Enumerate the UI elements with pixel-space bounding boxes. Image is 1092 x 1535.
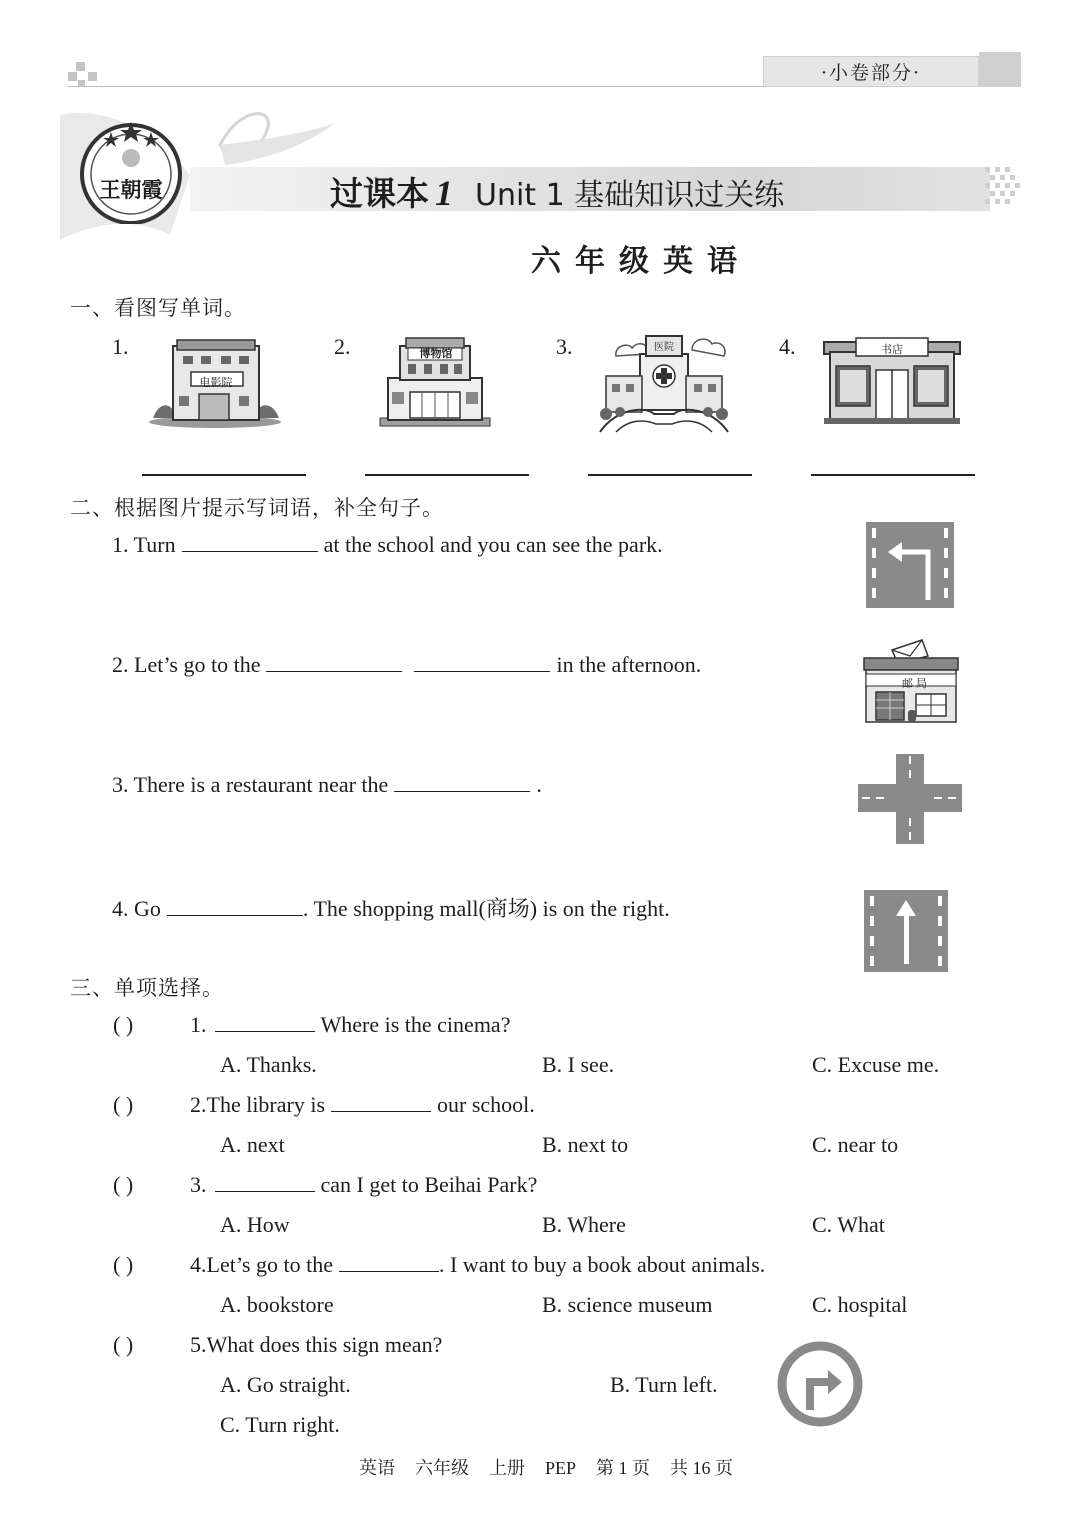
part1-item-number: 3. xyxy=(556,334,573,359)
part1-item-number: 4. xyxy=(779,334,796,359)
part1-item-number: 1. xyxy=(112,334,129,359)
logo-seal xyxy=(78,118,184,224)
part2-question-4 xyxy=(112,892,670,923)
crossing-sign-icon xyxy=(858,754,962,844)
option-b: B. next to xyxy=(542,1132,629,1157)
answer-parentheses[interactable]: ( ) xyxy=(113,1172,134,1197)
title-prefix: 过课本 xyxy=(330,174,429,213)
answer-blank[interactable] xyxy=(215,1190,315,1192)
footer-volume: 上册 xyxy=(488,1458,525,1478)
option-a: A. Go straight. xyxy=(220,1372,351,1397)
question-number: 3. xyxy=(190,1172,207,1197)
bookstore-sign: 书店 xyxy=(881,343,903,356)
answer-line[interactable] xyxy=(365,474,529,476)
answer-line[interactable] xyxy=(142,474,306,476)
answer-blank[interactable] xyxy=(331,1110,431,1112)
option-c: C. What xyxy=(812,1212,885,1237)
answer-blank[interactable] xyxy=(167,914,303,916)
question-number: 1. xyxy=(190,1012,207,1037)
question-text: Let’s go to the xyxy=(206,1252,333,1277)
q3-text-b: . xyxy=(536,772,542,797)
question-text: What does this sign mean? xyxy=(206,1332,443,1357)
option-c: C. hospital xyxy=(812,1292,908,1317)
page-title xyxy=(330,168,784,215)
hospital-sign: 医院 xyxy=(654,342,674,353)
turn-left-sign-icon xyxy=(866,522,954,608)
option-a: A. next xyxy=(220,1132,285,1157)
answer-line[interactable] xyxy=(588,474,752,476)
q4-text-a: 4. Go xyxy=(112,896,161,921)
corner-decoration xyxy=(76,62,85,71)
part1-heading: 一、看图写单词。 xyxy=(70,296,246,320)
question-text: our school. xyxy=(437,1092,535,1117)
footer-total: 共 16 页 xyxy=(670,1458,734,1478)
question-text: . I want to buy a book about animals. xyxy=(438,1252,766,1277)
option-c: C. Turn right. xyxy=(220,1412,340,1437)
option-a: A. How xyxy=(220,1212,290,1237)
part2-question-1 xyxy=(112,532,663,558)
answer-parentheses[interactable]: ( ) xyxy=(113,1012,134,1037)
page-footer xyxy=(0,1454,1092,1480)
part1-item-number: 2. xyxy=(334,334,351,359)
q3-text-a: 3. There is a restaurant near the xyxy=(112,772,389,797)
cinema-sign: 电影院 xyxy=(199,376,233,389)
answer-parentheses[interactable]: ( ) xyxy=(113,1252,134,1277)
answer-blank[interactable] xyxy=(182,550,318,552)
title-unit: Unit 1 基础知识过关练 xyxy=(475,178,785,213)
answer-parentheses[interactable]: ( ) xyxy=(113,1332,134,1357)
footer-edition: PEP xyxy=(544,1458,577,1478)
subtitle: 六年级英语 xyxy=(531,244,751,279)
option-b: B. Where xyxy=(542,1212,626,1237)
answer-blank[interactable] xyxy=(414,670,550,672)
q1-text-b: at the school and you can see the park. xyxy=(323,532,663,557)
turn-right-sign-icon xyxy=(776,1340,864,1428)
q2-text-a: 2. Let’s go to the xyxy=(112,652,261,677)
answer-blank[interactable] xyxy=(215,1030,315,1032)
option-b: B. I see. xyxy=(542,1052,615,1077)
go-straight-sign-icon xyxy=(864,890,948,972)
question-text: The library is xyxy=(206,1092,326,1117)
part3-heading: 三、单项选择。 xyxy=(70,976,224,1000)
corner-decoration xyxy=(68,72,77,81)
option-c: C. Excuse me. xyxy=(812,1052,940,1077)
choice-question-5 xyxy=(190,1332,442,1358)
footer-subject: 英语 xyxy=(358,1458,395,1478)
post-office-sign: 邮局 xyxy=(902,677,930,690)
choice-question-2 xyxy=(190,1092,535,1118)
part2-question-3 xyxy=(112,772,542,798)
section-tag: ·小卷部分· xyxy=(763,56,979,87)
dot-pattern-decoration xyxy=(985,165,1025,211)
part2-question-2 xyxy=(112,652,701,678)
question-number: 4. xyxy=(190,1252,207,1277)
option-b: B. science museum xyxy=(542,1292,713,1317)
option-a: A. bookstore xyxy=(220,1292,334,1317)
question-number: 5. xyxy=(190,1332,207,1357)
option-c: C. near to xyxy=(812,1132,899,1157)
footer-grade: 六年级 xyxy=(414,1458,469,1478)
part2-heading: 二、根据图片提示写词语，补全句子。 xyxy=(70,496,444,520)
option-a: A. Thanks. xyxy=(220,1052,317,1077)
choice-question-1 xyxy=(190,1012,510,1038)
section-tag-end xyxy=(979,52,1021,87)
answer-blank[interactable] xyxy=(266,670,402,672)
corner-decoration xyxy=(88,72,97,81)
answer-blank[interactable] xyxy=(339,1270,439,1272)
question-text: Where is the cinema? xyxy=(320,1012,511,1037)
title-number: 1 xyxy=(435,173,453,213)
footer-page: 第 1 页 xyxy=(596,1458,651,1478)
choice-question-3 xyxy=(190,1172,537,1198)
answer-blank[interactable] xyxy=(394,790,530,792)
logo-text: 王朝霞 xyxy=(99,177,163,202)
option-b: B. Turn left. xyxy=(610,1372,718,1397)
q2-text-b: in the afternoon. xyxy=(556,652,702,677)
question-text: can I get to Beihai Park? xyxy=(320,1172,538,1197)
q4-text-b: . The shopping mall(商场) is on the right. xyxy=(302,896,670,921)
museum-sign: 博物馆 xyxy=(419,347,453,360)
question-number: 2. xyxy=(190,1092,207,1117)
q1-text-a: 1. Turn xyxy=(112,532,176,557)
choice-question-4 xyxy=(190,1252,765,1278)
answer-line[interactable] xyxy=(811,474,975,476)
answer-parentheses[interactable]: ( ) xyxy=(113,1092,134,1117)
